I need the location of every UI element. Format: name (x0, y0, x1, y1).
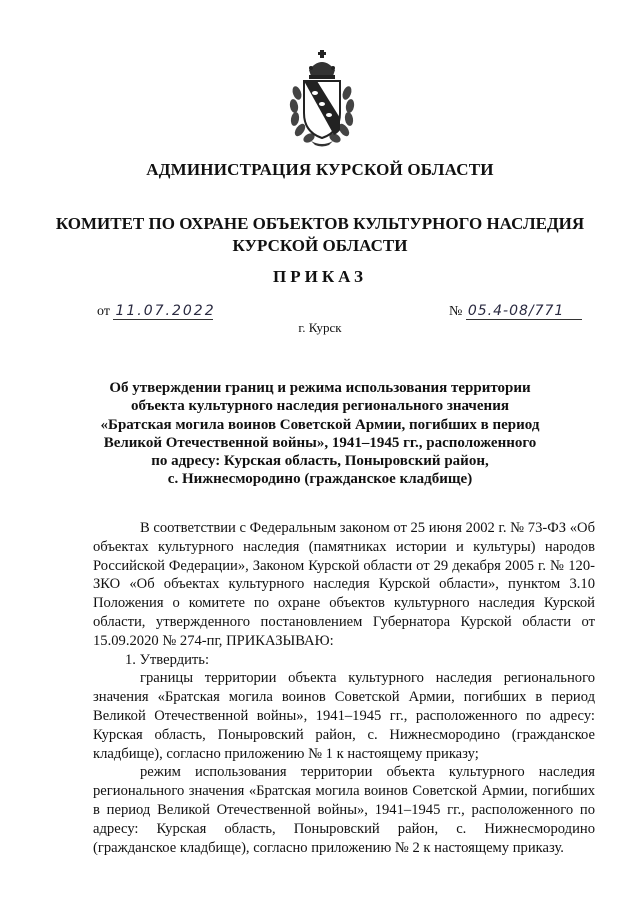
coat-of-arms-emblem (289, 48, 355, 148)
title-line: с. Нижнесмородино (гражданское кладбище) (167, 471, 473, 488)
preamble-paragraph: В соответствии с Федеральным законом от 25 июня 2002 г. № 73-ФЗ «Об объектах культурного наследия (памятниках истории и культуры) народов Российской Федерации», Законом Курской области от 29 декабря 2005 г. № 120-ЗКО «Об объектах культурного наследия Курской области», пунктом 3.10 Положения о комитете по охране объектов культурного наследия Курской области, утвержденного постановлением Губернатора Курской области от 15.09.2020 № 274-пг, ПРИКАЗЫВАЮ: (93, 520, 595, 649)
item-1-paragraph: 1. Утвердить: (125, 651, 210, 668)
order-date (97, 303, 216, 320)
committee-heading-line1: КОМИТЕТ ПО ОХРАНЕ ОБЪЕКТОВ КУЛЬТУРНОГО НАСЛЕДИЯ (55, 214, 585, 233)
title-line: по адресу: Курская область, Поныровский район, (151, 453, 489, 470)
committee-heading (0, 213, 640, 257)
usage-regime-paragraph: режим использования территории объекта культурного наследия регионального значения «Братская могила воинов Советской Армии, погибших в период Великой Отечественной войны», 1941–1945 гг., расположенного по адресу: Курская область, Поныровский район, с. Нижнесмородино (гражданское кладбище), согласно приложению № 2 к настоящему приказу. (93, 764, 595, 856)
number-prefix: № (449, 304, 463, 319)
order-number (449, 303, 582, 320)
date-handwritten: 11.07.2022 (115, 303, 216, 319)
document-type-heading: ПРИКАЗ (273, 267, 367, 286)
title-line: объекта культурного наследия регионального значения (131, 398, 509, 415)
administration-heading: АДМИНИСТРАЦИЯ КУРСКОЙ ОБЛАСТИ (146, 160, 494, 179)
title-line: Об утверждении границ и режима использования территории (109, 380, 531, 396)
title-line: Великой Отечественной войны», 1941–1945 гг., расположенного (103, 434, 537, 451)
city-label: г. Курск (298, 320, 342, 335)
committee-heading-line2: КУРСКОЙ ОБЛАСТИ (232, 236, 408, 255)
date-prefix: от (97, 304, 110, 319)
boundaries-paragraph: границы территории объекта культурного наследия регионального значения «Братская могила воинов Советской Армии, погибших в период Великой Отечественной войны», 1941–1945 гг., расположенного по адресу: Курская область, Поныровский район, с. Нижнесмородино (гражданское кладбище), согласно приложению № 1 к настоящему приказу; (93, 670, 595, 762)
title-line: «Братская могила воинов Советской Армии, погибших в период (100, 416, 540, 433)
order-body (93, 519, 595, 857)
order-title (90, 379, 550, 489)
number-handwritten: 05.4-08/771 (466, 303, 582, 320)
